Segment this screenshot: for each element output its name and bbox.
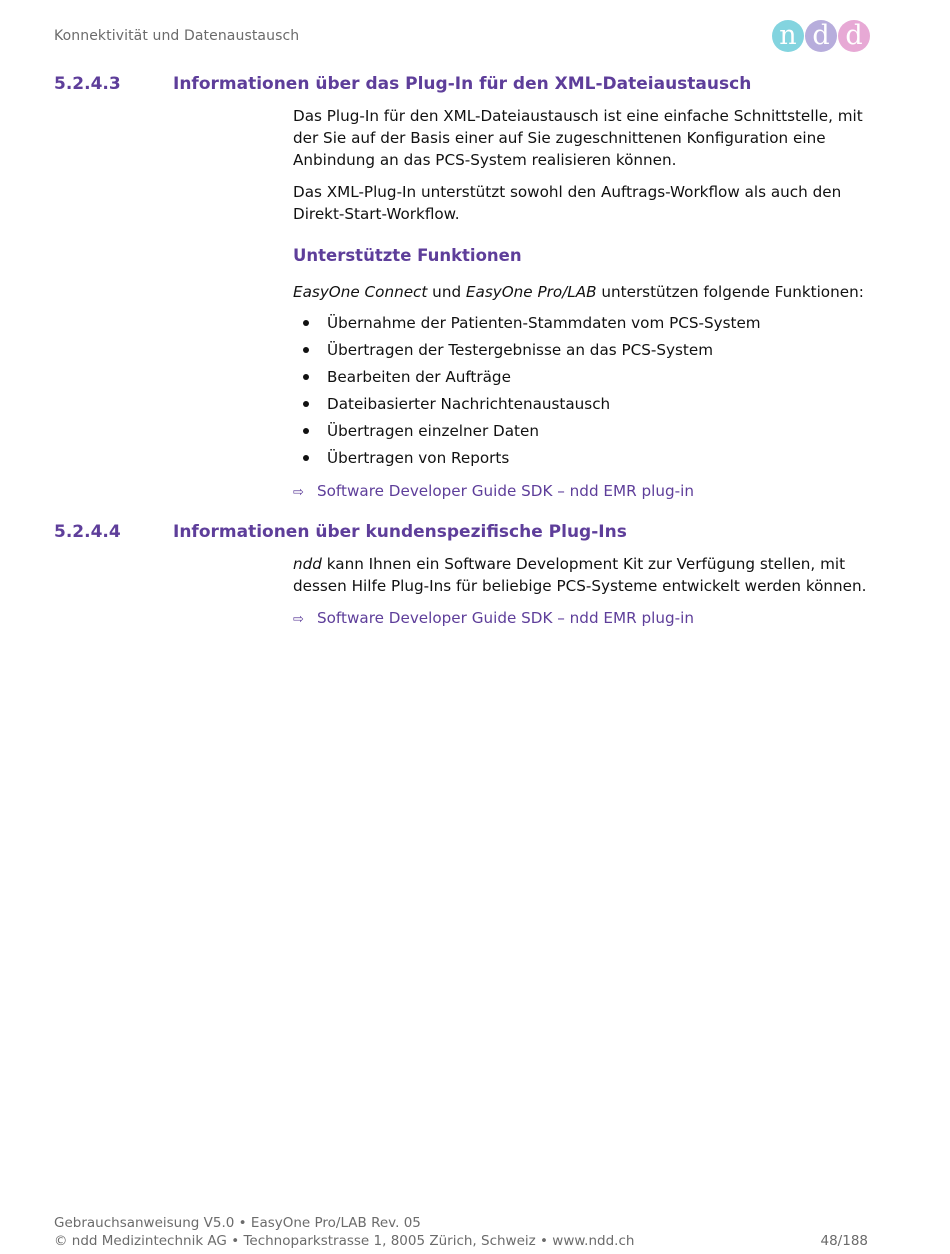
section-title: Informationen über das Plug-In für den XML-Dateiaustausch [173, 74, 752, 94]
list-item [293, 447, 761, 474]
logo-letter-d-2: d [838, 20, 870, 52]
logo-letter-n: n [772, 20, 804, 52]
list-item-text: Bearbeiten der Aufträge [327, 368, 511, 386]
paragraph-text: kann Ihnen ein Software Development Kit zur Verfügung stellen, mit dessen Hilfe Plug-Ins für beliebige PCS-Systeme entwickelt werden können. [293, 555, 867, 595]
functions-intro [293, 281, 863, 303]
page-number: 48/188 [820, 1233, 868, 1249]
list-item-text: Übernahme der Patienten-Stammdaten vom PCS-System [327, 314, 761, 332]
bullet-icon [303, 347, 309, 353]
product-name-connect: EasyOne Connect [293, 283, 428, 301]
list-item [293, 312, 761, 339]
bullet-icon [303, 455, 309, 461]
paragraph [293, 553, 868, 597]
reference-link-sdk-guide[interactable] [293, 480, 694, 504]
arrow-right-icon: ⇨ [293, 485, 304, 500]
reference-link-sdk-guide-2[interactable] [293, 607, 694, 631]
list-item [293, 393, 761, 420]
reference-link-text: Software Developer Guide SDK – ndd EMR plug-in [317, 482, 694, 500]
supported-functions-list [293, 312, 761, 474]
footer-document-info: Gebrauchsanweisung V5.0 • EasyOne Pro/LAB Rev. 05 [54, 1215, 421, 1231]
list-item-text: Übertragen der Testergebnisse an das PCS-System [327, 341, 714, 359]
product-name-pro-lab: EasyOne Pro/LAB [465, 283, 597, 301]
list-item [293, 420, 761, 447]
list-item-text: Dateibasierter Nachrichtenaustausch [327, 395, 611, 413]
reference-link-text: Software Developer Guide SDK – ndd EMR plug-in [317, 609, 694, 627]
section-number: 5.2.4.3 [54, 74, 121, 94]
intro-rest: unterstützen folgende Funktionen: [596, 283, 864, 301]
logo-letter-d: d [805, 20, 837, 52]
bullet-icon [303, 401, 309, 407]
paragraph: Das XML-Plug-In unterstützt sowohl den Auftrags-Workflow als auch den Direkt-Start-Workflow. [293, 183, 842, 223]
list-item-text: Übertragen von Reports [327, 449, 510, 467]
list-item [293, 366, 761, 393]
xml-plugin-description [293, 105, 863, 171]
list-item [293, 339, 761, 366]
brand-name: ndd [293, 555, 322, 573]
list-item-text: Übertragen einzelner Daten [327, 422, 539, 440]
bullet-icon [303, 320, 309, 326]
xml-plugin-workflow [293, 181, 863, 225]
supported-functions-heading: Unterstützte Funktionen [293, 246, 522, 265]
bullet-icon [303, 428, 309, 434]
section-title: Informationen über kundenspezifische Plug-Ins [173, 522, 627, 542]
section-number: 5.2.4.4 [54, 522, 121, 542]
running-header-title: Konnektivität und Datenaustausch [54, 28, 300, 44]
ndd-logo [772, 20, 872, 54]
footer-company-info: © ndd Medizintechnik AG • Technoparkstrasse 1, 8005 Zürich, Schweiz • www.ndd.ch [54, 1233, 635, 1249]
bullet-icon [303, 374, 309, 380]
paragraph: Das Plug-In für den XML-Dateiaustausch ist eine einfache Schnittstelle, mit der Sie auf der Basis einer auf Sie zugeschnittenen Konfiguration eine Anbindung an das PCS-System realisieren können. [293, 107, 863, 169]
custom-plugin-description [293, 553, 868, 597]
arrow-right-icon: ⇨ [293, 612, 304, 627]
intro-connector: und [427, 283, 466, 301]
